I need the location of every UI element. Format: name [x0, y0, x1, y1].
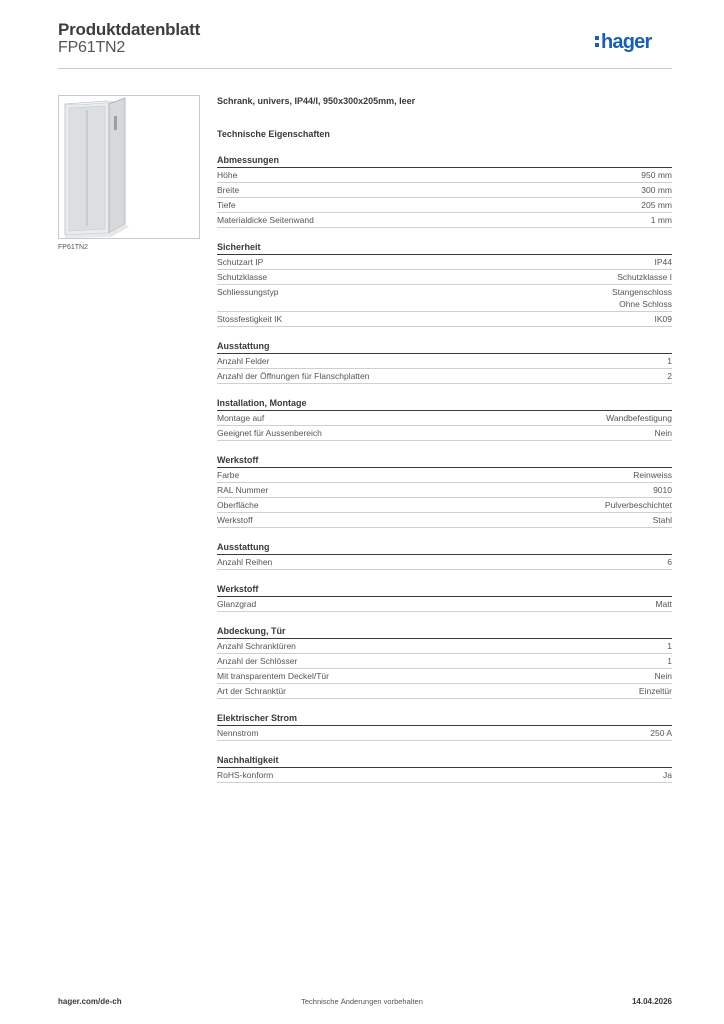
- spec-label: Schutzart IP: [217, 257, 264, 267]
- spec-label: Werkstoff: [217, 515, 253, 525]
- section-equipment: [217, 340, 672, 384]
- spec-row: [217, 555, 672, 570]
- spec-label: Anzahl der Öffnungen für Flanschplatten: [217, 371, 370, 381]
- product-description: Schrank, univers, IP44/I, 950x300x205mm, leer: [217, 96, 416, 106]
- spec-label: RAL Nummer: [217, 485, 269, 495]
- spec-row: [217, 312, 672, 327]
- spec-row: [217, 354, 672, 369]
- footer-date: 14.04.2026: [631, 997, 672, 1006]
- spec-value: Wandbefestigung: [606, 413, 672, 423]
- spec-row: [217, 213, 672, 228]
- spec-label: Geeignet für Aussenbereich: [217, 428, 322, 438]
- spec-label: Anzahl Schranktüren: [217, 641, 296, 651]
- spec-value: Stahl: [652, 515, 672, 525]
- spec-label: Glanzgrad: [217, 599, 257, 609]
- spec-value: IK09: [654, 314, 672, 324]
- spec-row: [217, 654, 672, 669]
- spec-value: Nein: [654, 671, 672, 681]
- spec-value: Schutzklasse I: [617, 272, 672, 282]
- section-title: Installation, Montage: [217, 397, 672, 411]
- spec-label: Anzahl Reihen: [217, 557, 273, 567]
- spec-row: [217, 426, 672, 441]
- section-title: Abdeckung, Tür: [217, 625, 672, 639]
- spec-value: 250 A: [650, 728, 672, 738]
- spec-value: 950 mm: [641, 170, 672, 180]
- spec-label: Schutzklasse: [217, 272, 268, 282]
- section-sustainability: [217, 754, 672, 783]
- spec-label: Anzahl der Schlösser: [217, 656, 298, 666]
- specifications: [217, 94, 672, 783]
- spec-row: [217, 198, 672, 213]
- spec-value: 6: [667, 557, 672, 567]
- spec-label: Schliessungstyp: [217, 287, 279, 297]
- section-title: Werkstoff: [217, 583, 672, 597]
- section-material-finish: [217, 583, 672, 612]
- spec-label: Oberfläche: [217, 500, 259, 510]
- spec-row: [217, 183, 672, 198]
- spec-label: Materialdicke Seitenwand: [217, 215, 314, 225]
- spec-value: Nein: [654, 428, 672, 438]
- spec-value: 300 mm: [641, 185, 672, 195]
- spec-row: [217, 270, 672, 285]
- spec-value: 1: [667, 641, 672, 651]
- spec-row: [217, 255, 672, 270]
- section-title: Abmessungen: [217, 154, 672, 168]
- section-installation: [217, 397, 672, 441]
- spec-value: Einzeltür: [638, 686, 672, 696]
- spec-row: [217, 168, 672, 183]
- section-title: Ausstattung: [217, 340, 672, 354]
- spec-label: Tiefe: [217, 200, 236, 210]
- page-title: Produktdatenblatt: [58, 20, 201, 39]
- section-title: Werkstoff: [217, 454, 672, 468]
- spec-value: 1: [667, 656, 672, 666]
- footer-website-link[interactable]: hager.com/de-ch: [58, 997, 122, 1006]
- spec-value: Pulverbeschichtet: [604, 500, 672, 510]
- section-cover-door: [217, 625, 672, 699]
- spec-row: [217, 483, 672, 498]
- spec-row: [217, 369, 672, 384]
- section-title: Elektrischer Strom: [217, 712, 672, 726]
- section-title: Ausstattung: [217, 541, 672, 555]
- section-title: Nachhaltigkeit: [217, 754, 672, 768]
- spec-row: [217, 513, 672, 528]
- spec-row: [217, 684, 672, 699]
- spec-value: Reinweiss: [633, 470, 672, 480]
- spec-row: [217, 411, 672, 426]
- spec-row: [217, 498, 672, 513]
- section-equipment-rows: [217, 541, 672, 570]
- spec-row: [217, 768, 672, 783]
- spec-value: 1: [667, 356, 672, 366]
- hager-logo: [594, 27, 674, 57]
- spec-label: Höhe: [217, 170, 238, 180]
- spec-row: [217, 285, 672, 312]
- spec-value: 1 mm: [650, 215, 672, 225]
- spec-value: 205 mm: [641, 200, 672, 210]
- spec-label: Stossfestigkeit IK: [217, 314, 283, 324]
- spec-row: [217, 639, 672, 654]
- spec-value: Matt: [655, 599, 672, 609]
- spec-value: Ja: [663, 770, 672, 780]
- spec-value: IP44: [654, 257, 672, 267]
- spec-value: 2: [667, 371, 672, 381]
- spec-label: Mit transparentem Deckel/Tür: [217, 671, 329, 681]
- product-image: [58, 95, 200, 239]
- section-material: [217, 454, 672, 528]
- cabinet-illustration: [59, 96, 199, 238]
- logo-text: hager: [601, 31, 652, 53]
- spec-value: [612, 286, 672, 310]
- technical-properties-title: Technische Eigenschaften: [217, 129, 330, 139]
- spec-label: Anzahl Felder: [217, 356, 270, 366]
- spec-label: Art der Schranktür: [217, 686, 286, 696]
- spec-row: [217, 468, 672, 483]
- spec-label: Breite: [217, 185, 240, 195]
- footer-notice: Technische Änderungen vorbehalten: [301, 997, 423, 1006]
- spec-row: [217, 726, 672, 741]
- header-divider: [58, 68, 672, 69]
- spec-label: Montage auf: [217, 413, 265, 423]
- spec-label: Farbe: [217, 470, 240, 480]
- spec-value-line: Ohne Schloss: [619, 299, 672, 309]
- page-subtitle: FP61TN2: [58, 39, 126, 56]
- section-safety: [217, 241, 672, 327]
- spec-row: [217, 597, 672, 612]
- spec-label: RoHS-konform: [217, 770, 274, 780]
- spec-value-line: Stangenschloss: [611, 287, 672, 297]
- image-caption: FP61TN2: [58, 244, 88, 251]
- section-title: Sicherheit: [217, 241, 672, 255]
- spec-row: [217, 669, 672, 684]
- section-dimensions: [217, 154, 672, 228]
- spec-value: 9010: [653, 485, 672, 495]
- section-electric-current: [217, 712, 672, 741]
- spec-label: Nennstrom: [217, 728, 259, 738]
